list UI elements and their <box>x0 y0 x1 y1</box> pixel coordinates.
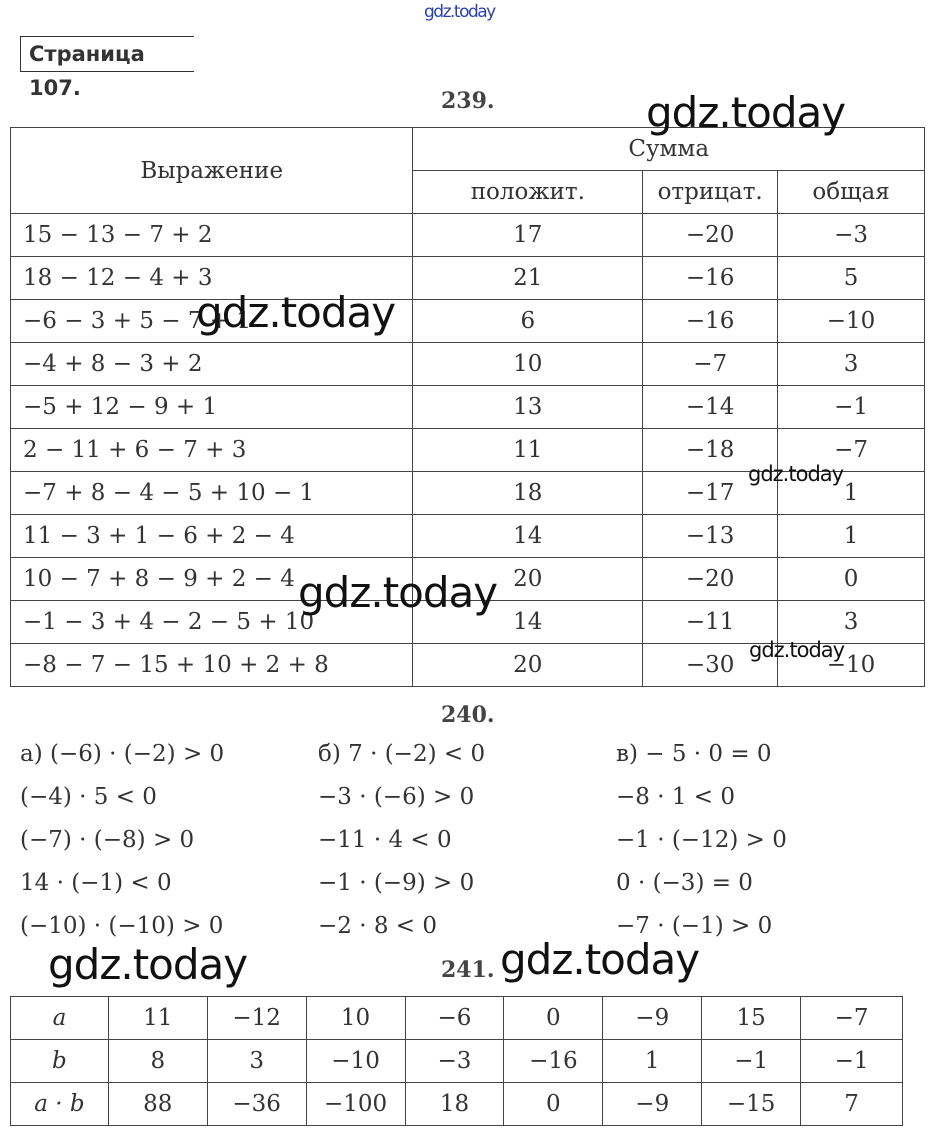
expression-item: −11 · 4 < 0 <box>318 827 452 853</box>
expression-cell: −1 − 3 + 4 − 2 − 5 + 10 <box>11 601 413 644</box>
value-cell: 15 <box>702 997 801 1040</box>
expression-cell: 11 − 3 + 1 − 6 + 2 − 4 <box>11 515 413 558</box>
positive-cell: 20 <box>413 644 643 687</box>
value-cell: −10 <box>306 1040 405 1083</box>
value-cell: 3 <box>207 1040 306 1083</box>
expression-item: 0 · (−3) = 0 <box>616 870 753 896</box>
table-row <box>11 214 925 257</box>
table-row <box>11 1040 903 1083</box>
expression-cell: −5 + 12 − 9 + 1 <box>11 386 413 429</box>
positive-cell: 6 <box>413 300 643 343</box>
expression-item: −7 · (−1) > 0 <box>616 913 773 939</box>
negative-cell: −16 <box>643 257 778 300</box>
value-cell: 0 <box>504 1083 603 1126</box>
total-cell: 3 <box>778 343 925 386</box>
watermark-6: gdz.today <box>48 940 248 989</box>
table-row <box>11 386 925 429</box>
watermark-4: gdz.today <box>298 568 498 617</box>
task-241-table <box>10 996 903 1126</box>
table-row <box>11 515 925 558</box>
expression-cell: −4 + 8 − 3 + 2 <box>11 343 413 386</box>
negative-cell: −18 <box>643 429 778 472</box>
expression-item: −1 · (−9) > 0 <box>318 870 475 896</box>
positive-cell: 11 <box>413 429 643 472</box>
total-cell: 0 <box>778 558 925 601</box>
value-cell: −3 <box>405 1040 504 1083</box>
value-cell: 1 <box>603 1040 702 1083</box>
value-cell: −12 <box>207 997 306 1040</box>
task-241-number: 241. <box>441 957 495 983</box>
expression-item: −8 · 1 < 0 <box>616 784 735 810</box>
value-cell: 18 <box>405 1083 504 1126</box>
value-cell: −6 <box>405 997 504 1040</box>
total-cell: −1 <box>778 386 925 429</box>
expression-item: в) − 5 · 0 = 0 <box>616 741 772 767</box>
value-cell: 10 <box>306 997 405 1040</box>
negative-cell: −20 <box>643 558 778 601</box>
value-cell: 7 <box>801 1083 903 1126</box>
watermark-5: gdz.today <box>749 638 845 662</box>
row-label: a <box>11 997 109 1040</box>
value-cell: −7 <box>801 997 903 1040</box>
row-label: a · b <box>11 1083 109 1126</box>
expression-cell: 2 − 11 + 6 − 7 + 3 <box>11 429 413 472</box>
total-cell: 1 <box>778 515 925 558</box>
positive-cell: 18 <box>413 472 643 515</box>
expression-item: −3 · (−6) > 0 <box>318 784 475 810</box>
negative-cell: −14 <box>643 386 778 429</box>
total-cell: −10 <box>778 300 925 343</box>
expression-item: (−10) · (−10) > 0 <box>20 913 224 939</box>
table-row <box>11 343 925 386</box>
value-cell: 0 <box>504 997 603 1040</box>
positive-cell: 10 <box>413 343 643 386</box>
table-row <box>11 300 925 343</box>
negative-cell: −17 <box>643 472 778 515</box>
value-cell: −15 <box>702 1083 801 1126</box>
total-cell: 1 <box>778 472 925 515</box>
positive-cell: 13 <box>413 386 643 429</box>
header-total: общая <box>778 171 925 214</box>
value-cell: −9 <box>603 1083 702 1126</box>
negative-cell: −30 <box>643 644 778 687</box>
watermark-2: gdz.today <box>196 288 396 337</box>
total-cell: 5 <box>778 257 925 300</box>
total-cell: −3 <box>778 214 925 257</box>
total-cell: −7 <box>778 429 925 472</box>
value-cell: 88 <box>108 1083 207 1126</box>
expression-item: б) 7 · (−2) < 0 <box>318 741 486 767</box>
negative-cell: −11 <box>643 601 778 644</box>
expression-cell: −7 + 8 − 4 − 5 + 10 − 1 <box>11 472 413 515</box>
positive-cell: 14 <box>413 515 643 558</box>
header-positive: положит. <box>413 171 643 214</box>
negative-cell: −20 <box>643 214 778 257</box>
table-row <box>11 1083 903 1126</box>
total-cell: 3 <box>778 601 925 644</box>
expression-item: (−7) · (−8) > 0 <box>20 827 195 853</box>
value-cell: −9 <box>603 997 702 1040</box>
watermark-3: gdz.today <box>748 462 844 486</box>
value-cell: −1 <box>702 1040 801 1083</box>
positive-cell: 17 <box>413 214 643 257</box>
value-cell: 11 <box>108 997 207 1040</box>
negative-cell: −13 <box>643 515 778 558</box>
positive-cell: 21 <box>413 257 643 300</box>
value-cell: −36 <box>207 1083 306 1126</box>
value-cell: −100 <box>306 1083 405 1126</box>
expression-cell: 15 − 13 − 7 + 2 <box>11 214 413 257</box>
row-label: b <box>11 1040 109 1083</box>
expression-item: −1 · (−12) > 0 <box>616 827 787 853</box>
expression-cell: 10 − 7 + 8 − 9 + 2 − 4 <box>11 558 413 601</box>
table-row <box>11 997 903 1040</box>
negative-cell: −16 <box>643 300 778 343</box>
total-cell: −10 <box>778 644 925 687</box>
expression-cell: 18 − 12 − 4 + 3 <box>11 257 413 300</box>
expression-item: а) (−6) · (−2) > 0 <box>20 741 225 767</box>
positive-cell: 14 <box>413 601 643 644</box>
page-title: Страница 107. <box>20 36 194 72</box>
positive-cell: 20 <box>413 558 643 601</box>
negative-cell: −7 <box>643 343 778 386</box>
header-sum: Сумма <box>413 128 925 171</box>
task-239-number: 239. <box>441 88 495 114</box>
value-cell: 8 <box>108 1040 207 1083</box>
watermark-1: gdz.today <box>646 88 846 137</box>
expression-item: −2 · 8 < 0 <box>318 913 437 939</box>
expression-item: 14 · (−1) < 0 <box>20 870 172 896</box>
value-cell: −16 <box>504 1040 603 1083</box>
expression-cell: −8 − 7 − 15 + 10 + 2 + 8 <box>11 644 413 687</box>
expression-item: (−4) · 5 < 0 <box>20 784 157 810</box>
expression-cell: −6 − 3 + 5 − 7 + 1 <box>11 300 413 343</box>
table-row <box>11 257 925 300</box>
watermark-7: gdz.today <box>500 935 700 984</box>
header-negative: отрицат. <box>643 171 778 214</box>
value-cell: −1 <box>801 1040 903 1083</box>
task-240-number: 240. <box>441 702 495 728</box>
watermark-top: gdz.today <box>424 2 495 22</box>
header-expression: Выражение <box>11 128 413 214</box>
